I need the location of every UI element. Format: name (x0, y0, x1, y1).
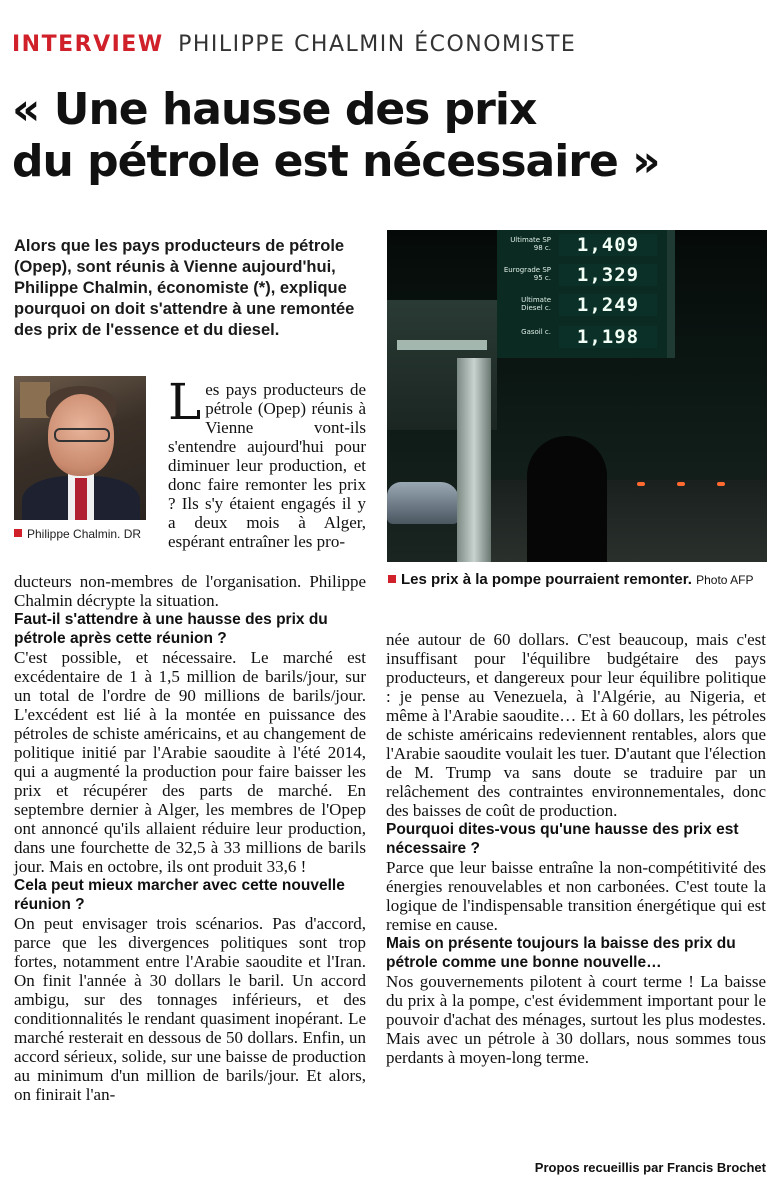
headline (12, 84, 772, 188)
price-row (503, 264, 659, 288)
photo-caption (388, 570, 768, 590)
price-label: Gasoil c. (521, 328, 551, 336)
portrait-photo (14, 376, 146, 520)
portrait-glasses (54, 428, 110, 442)
parked-car (387, 482, 459, 524)
article-column-right (386, 630, 766, 1067)
lead-paragraph: Alors que les pays producteurs de pétrole (Opep), sont réunis à Vienne aujourd'hui, Philippe Chalmin, économiste (*), explique pourquoi on doit s'attendre à une remontée des prix de l'essence et du diesel. (14, 237, 355, 339)
answer: Parce que leur baisse entraîne la non-compétitivité des énergies renouvelables et non carbonées. C'est toute la logique de l'indispensable transition énergétique qui est remise en cause. (386, 858, 766, 934)
kicker (12, 32, 576, 57)
question: Cela peut mieux marcher avec cette nouvelle réunion ? (14, 877, 345, 913)
intro-text: es pays producteurs de pétrole (Opep) réunis à Vienne vont-ils s'entendre aujourd'hui pour diminuer leur production, et donc faire remonter les prix ? Ils s'y étaient engagés il y a deux mois à Alger, espérant entraîner les pro- (168, 380, 366, 551)
price-label: Ultimate SP 98 c. (510, 236, 551, 252)
price-row (503, 326, 659, 350)
car-light (677, 482, 685, 486)
price-label: Eurograde SP 95 c. (503, 266, 551, 282)
portrait-caption (14, 527, 141, 541)
price-value: 1,249 (559, 294, 657, 316)
car-light (717, 482, 725, 486)
portrait-tie (75, 478, 87, 520)
price-label: Ultimate Diesel c. (521, 296, 551, 312)
headline-line-2: du pétrole est nécessaire » (12, 136, 660, 187)
byline: Propos recueillis par Francis Brochet (534, 1160, 766, 1175)
car-light (637, 482, 645, 486)
price-row (503, 294, 659, 318)
price-sign (497, 230, 675, 358)
caption-square-icon (388, 575, 396, 583)
answer: née autour de 60 dollars. C'est beaucoup, mais c'est insuffisant pour l'équilibre budgétaire des pays producteurs, et dangereux pour leur équilibre politique : je pense au Venezuela, à l'Algérie, au Nigeria, et même à l'Arabie saoudite… Et à 60 dollars, les pétroles de schiste américains redeviennent rentables, alors que l'Arabie saoudite voulait les tuer. D'autant que l'élection de M. Trump va sans doute se traduire par un relâchement des contraintes environnementales, donc des baisses de coût de production. (386, 630, 766, 820)
silhouette-figure (527, 436, 607, 562)
fuel-station-photo (387, 230, 767, 562)
intro-paragraph (168, 373, 366, 551)
photo-credit: Photo AFP (696, 573, 754, 587)
kicker-subject: PHILIPPE CHALMIN ÉCONOMISTE (178, 32, 577, 57)
answer: C'est possible, et nécessaire. Le marché est excédentaire de 1 à 1,5 million de barils/jour, sur un total de l'ordre de 90 millions de barils/jour. L'excédent est lié à la montée en puissance des pétroles de schiste américains, et au changement de politique initié par l'Arabie saoudite à l'été 2014, qui a augmenté la production pour faire baisser les prix et récupérer des parts de marché. En septembre dernier à Alger, les membres de l'Opep ont annoncé qu'ils allaient réduire leur production, dans une fourchette de 32,5 à 33 millions de barils jour. Mais en octobre, ils ont produit 33,6 ! (14, 648, 366, 876)
portrait-caption-text: Philippe Chalmin. DR (27, 527, 142, 541)
price-value: 1,409 (559, 234, 657, 256)
answer: On peut envisager trois scénarios. Pas d'accord, parce que les divergences politiques sont trop fortes, notamment entre l'Arabie saoudite et l'Iran. On finit l'année à 30 dollars le baril. Un accord ambigu, sur des tonnages inférieurs, et des conditionnalités le rendant quasiment inopérant. Le marché resterait en dessous de 50 dollars. Enfin, un accord sérieux, solide, sur une baisse de production au minimum d'un million de barils/jour. Et alors, on finirait l'an- (14, 914, 366, 1104)
question: Mais on présente toujours la baisse des prix du pétrole comme une bonne nouvelle… (386, 935, 736, 971)
price-row (503, 234, 659, 258)
answer: Nos gouvernements pilotent à court terme ! La baisse du prix à la pompe, c'est évidemment important pour le pouvoir d'achat des ménages, surtout les plus modestes. Mais avec un pétrole à 30 dollars, nous sommes tous perdants à moyen-long terme. (386, 972, 766, 1067)
drop-cap: L (168, 373, 202, 431)
kicker-tag: INTERVIEW (12, 32, 164, 57)
caption-square-icon (14, 529, 22, 537)
headline-line-1: « Une hausse des prix (12, 84, 537, 135)
photo-caption-text: Les prix à la pompe pourraient remonter. (401, 571, 692, 588)
sign-pillar (457, 358, 491, 562)
paragraph: ducteurs non-membres de l'organisation. Philippe Chalmin décrypte la situation. (14, 572, 366, 610)
question: Faut-il s'attendre à une hausse des prix du pétrole après cette réunion ? (14, 611, 328, 647)
canopy-light (397, 340, 487, 350)
question: Pourquoi dites-vous qu'une hausse des prix est nécessaire ? (386, 821, 739, 857)
article-column-left (14, 572, 366, 1104)
price-value: 1,329 (559, 264, 657, 286)
price-value: 1,198 (559, 326, 657, 348)
